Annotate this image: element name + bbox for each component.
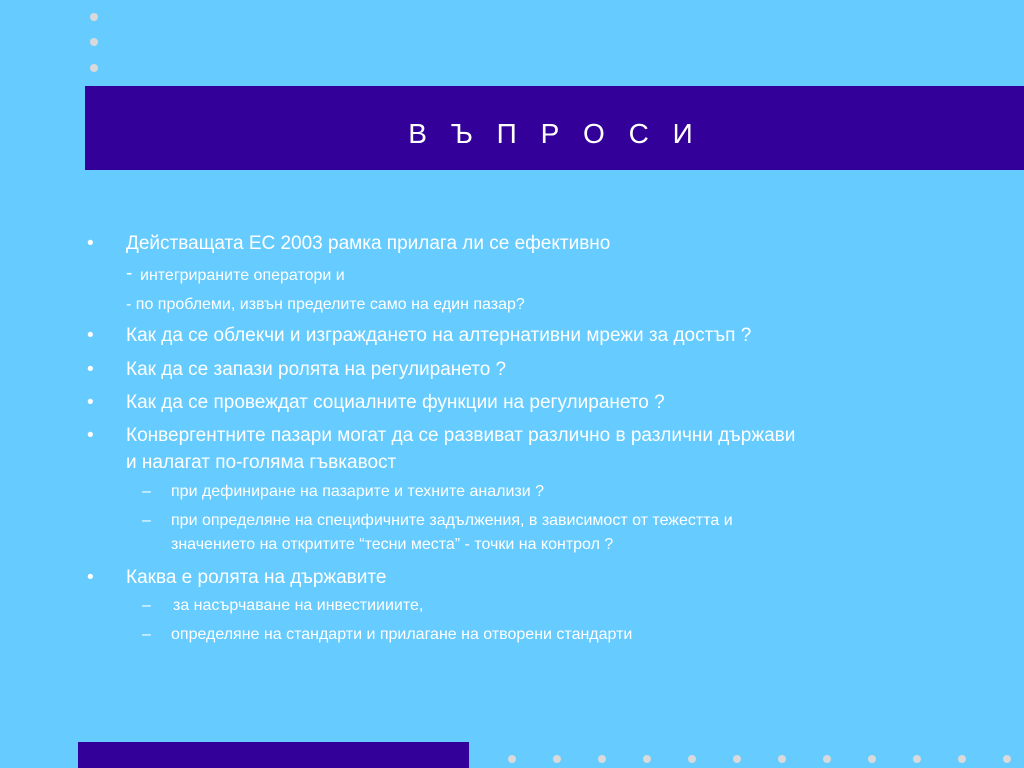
slide-title: В Ъ П Р О С И <box>408 118 701 149</box>
dash-icon: – <box>142 626 151 643</box>
bullet-text: Действащата ЕС 2003 рамка прилага ли се ефективно <box>126 233 611 254</box>
decor-dot <box>553 755 561 763</box>
decor-dot <box>598 755 606 763</box>
decor-dot <box>688 755 696 763</box>
bottom-bar <box>78 742 469 768</box>
bullet-text-continued: и налагат по-голяма гъвкавост <box>126 452 397 473</box>
sub-dash: - <box>126 263 133 284</box>
sub-text: за насърчаване на инвестиииите, <box>173 597 424 614</box>
bullet-icon: • <box>87 325 94 346</box>
bullet-icon: • <box>87 425 94 446</box>
bullet-icon: • <box>87 392 94 413</box>
dash-icon: – <box>142 512 151 529</box>
bullet-icon: • <box>87 233 94 254</box>
bullet-text: Как да се запази ролята на регулирането ? <box>126 359 507 380</box>
decor-dot <box>508 755 516 763</box>
bullet-text: Каква е ролята на държавите <box>126 567 387 588</box>
bullet-text: Конвергентните пазари могат да се развиват различно в различни държави <box>126 425 796 446</box>
sub-text: определяне на стандарти и прилагане на отворени стандарти <box>171 626 633 643</box>
decor-dot <box>643 755 651 763</box>
decor-dot <box>913 755 921 763</box>
decor-dot <box>778 755 786 763</box>
decor-dot <box>958 755 966 763</box>
decor-dot <box>733 755 741 763</box>
sub-text: при дефиниране на пазарите и техните анализи ? <box>171 483 545 500</box>
bullet-text: Как да се облекчи и изграждането на алтернативни мрежи за достъп ? <box>126 325 752 346</box>
dash-icon: – <box>142 597 151 614</box>
bullet-text: Как да се провеждат социалните функции на регулирането ? <box>126 392 665 413</box>
sub-text: интегрираните оператори и <box>140 267 345 284</box>
decor-dot <box>1003 755 1011 763</box>
sub-text-continued: значението на откритите “тесни места” - точки на контрол ? <box>171 536 614 553</box>
bullet-icon: • <box>87 567 94 588</box>
dash-icon: – <box>142 483 151 500</box>
decor-dot <box>868 755 876 763</box>
bullet-icon: • <box>87 359 94 380</box>
decor-dot <box>823 755 831 763</box>
sub-text: - по проблеми, извън пределите само на един пазар? <box>126 296 525 313</box>
sub-text: при определяне на специфичните задължения, в зависимост от тежестта и <box>171 512 733 529</box>
